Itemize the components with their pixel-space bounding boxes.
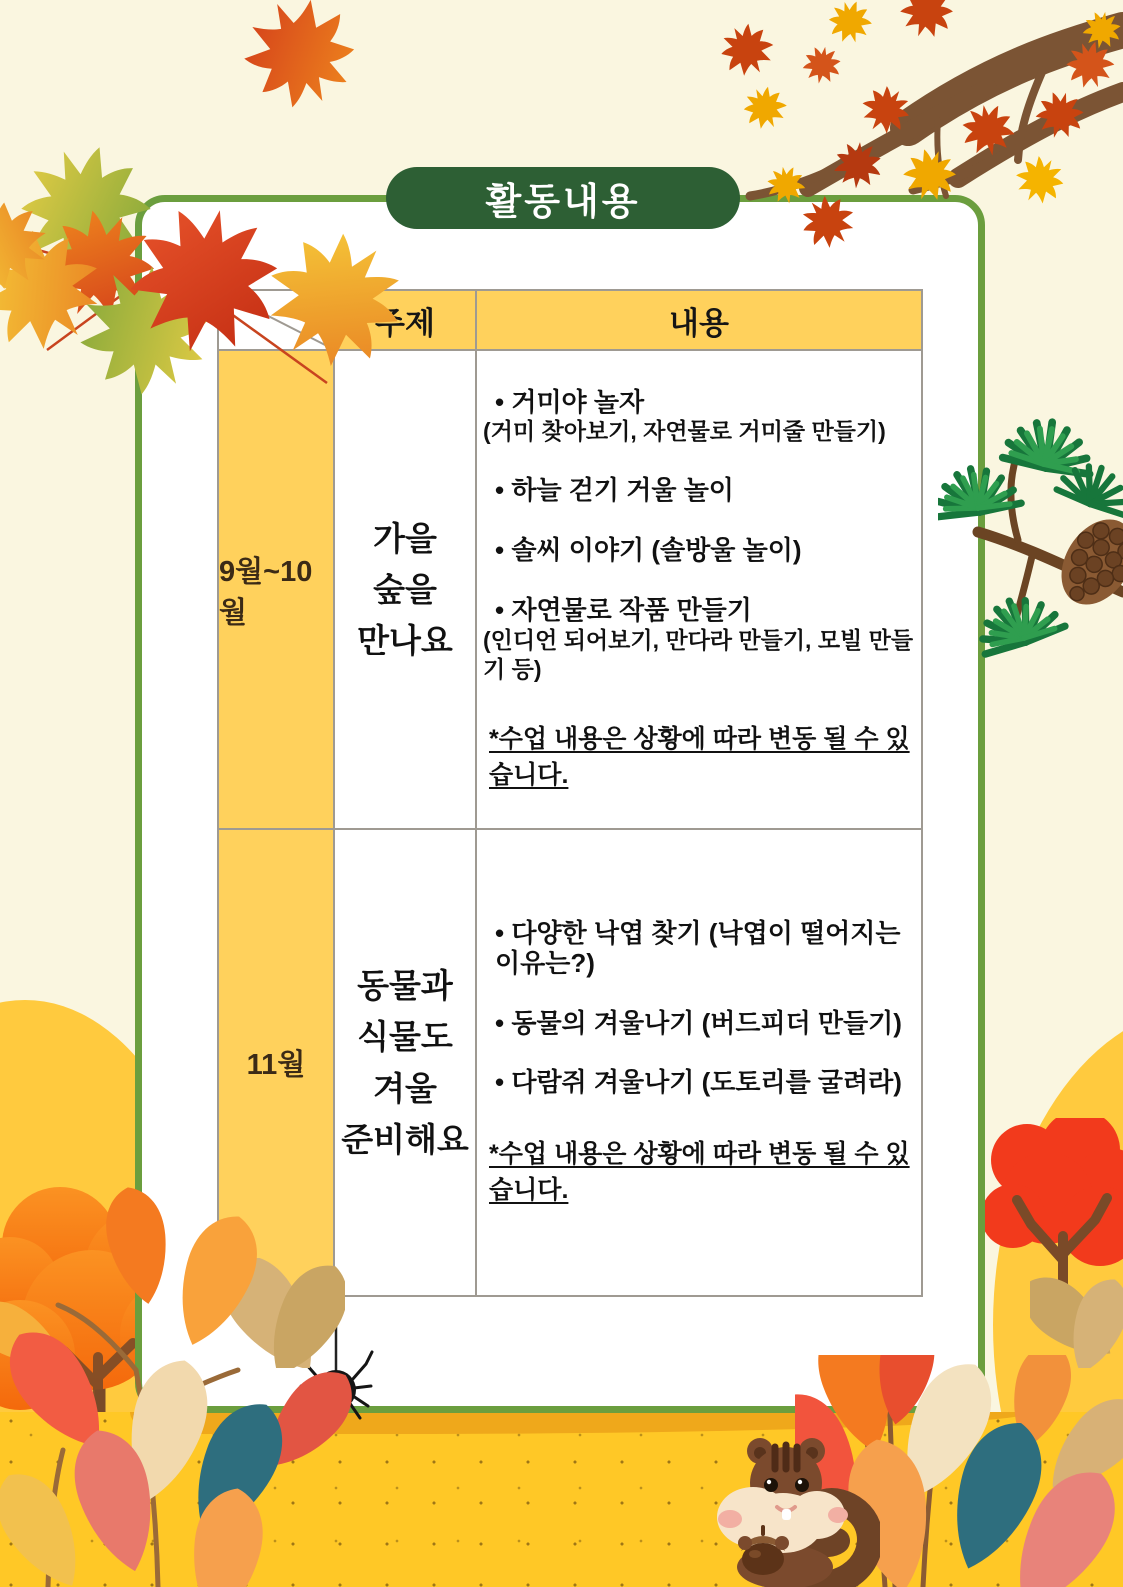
activity-item: • 다양한 낙엽 찾기 (낙엽이 떨어지는 이유는?)	[495, 917, 901, 978]
content-cell	[477, 830, 921, 1295]
topic-line: 동물과	[357, 967, 453, 1005]
pine-branch-icon	[938, 412, 1123, 712]
content-cell	[477, 351, 921, 830]
squirrel-icon	[705, 1435, 880, 1587]
header-topic: 주제	[335, 291, 477, 351]
topic-line: 만나요	[357, 622, 453, 660]
page-title: 활동내용	[386, 167, 740, 229]
topic-line: 식물도	[357, 1018, 453, 1056]
month-cell: 9월~10월	[219, 351, 335, 830]
note-text: *수업 내용은 상황에 따라 변동 될 수 있습니다.	[489, 1140, 910, 1205]
topic-line: 겨울	[373, 1069, 437, 1107]
activity-item: • 자연물로 작품 만들기 (인디언 되어보기, 만다라 만들기, 모빌 만들기 등)	[483, 595, 914, 682]
activity-item: • 솔씨 이야기 (솔방울 놀이)	[495, 535, 802, 566]
maple-branch-icon	[688, 0, 1123, 275]
topic-line: 가을	[373, 519, 437, 557]
tan-leaf-icon	[1030, 1268, 1123, 1368]
activity-item: • 거미야 놀자 (거미 찾아보기, 자연물로 거미줄 만들기)	[483, 386, 886, 445]
activity-item: • 하늘 걷기 거울 놀이	[495, 475, 734, 506]
activity-item: • 동물의 겨울나기 (버드피더 만들기)	[495, 1007, 902, 1038]
activity-table	[217, 289, 923, 1297]
autumn-leaves-bottom-left-icon	[0, 1185, 360, 1587]
watercolor-maple-leaves-icon	[0, 145, 402, 410]
note-text: *수업 내용은 상황에 따라 변동 될 수 있습니다.	[489, 725, 910, 790]
header-content: 내용	[477, 291, 921, 351]
topic-cell	[335, 351, 477, 830]
month-cell: 11월	[219, 830, 335, 1295]
topic-line: 숲을	[373, 570, 437, 608]
activity-item: • 다람쥐 겨울나기 (도토리를 굴려라)	[495, 1067, 902, 1098]
topic-line: 준비해요	[341, 1120, 469, 1158]
red-maple-leaf-icon	[222, 0, 377, 125]
